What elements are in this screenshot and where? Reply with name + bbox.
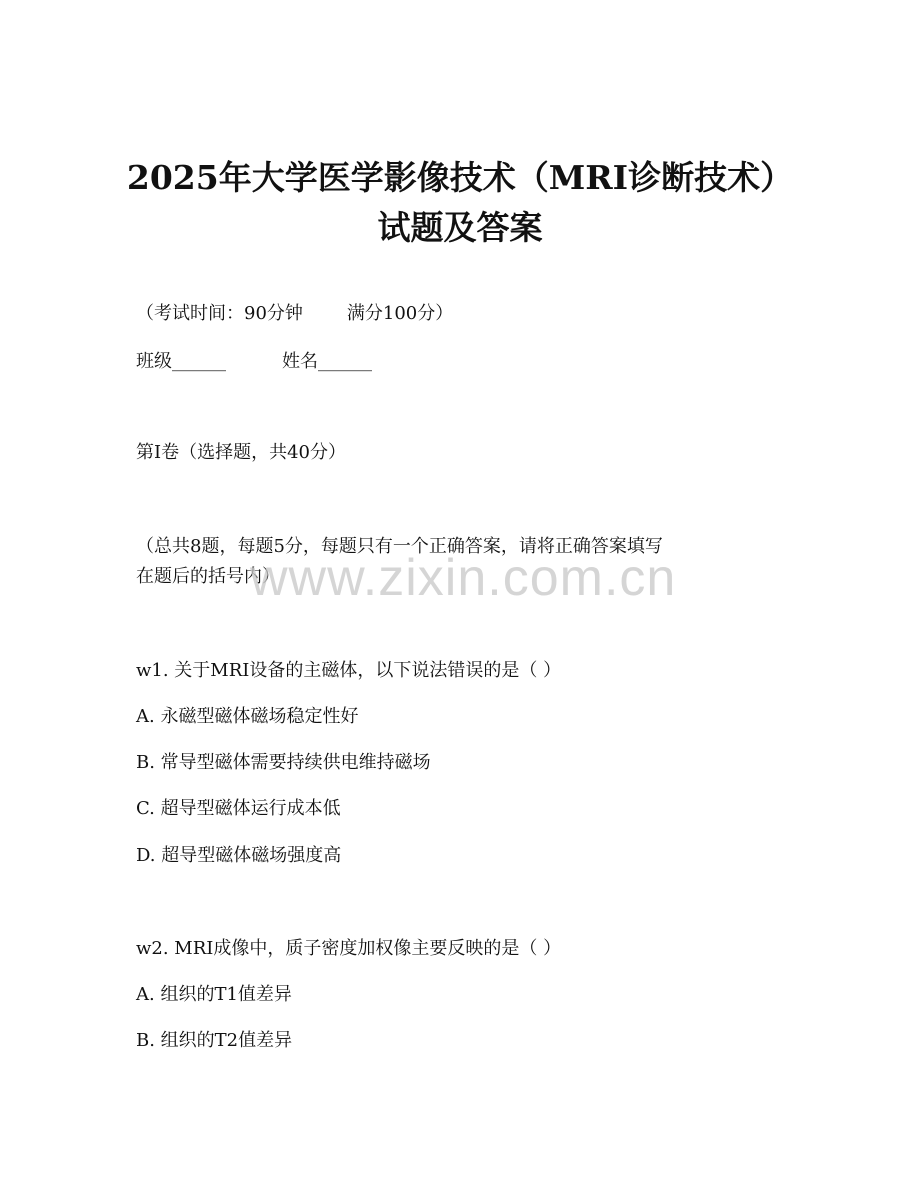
exam-score: 满分100分） <box>346 303 454 324</box>
document-title-line1: 2025年大学医学影像技术（MRI诊断技术） <box>126 158 794 197</box>
question-2-option-a: A. 组织的T1值差异 <box>136 984 292 1005</box>
question-2-stem: w2. MRI成像中，质子密度加权像主要反映的是（ ） <box>136 938 562 959</box>
name-field: 姓名______ <box>282 351 372 372</box>
section-heading: 第I卷（选择题，共40分） <box>136 442 347 463</box>
class-field: 班级______ <box>136 351 226 372</box>
student-fields <box>136 349 372 375</box>
instructions-line1: （总共8题，每题5分，每题只有一个正确答案，请将正确答案填写 <box>136 536 663 557</box>
instructions-line2: 在题后的括号内） <box>136 566 280 587</box>
question-1-stem: w1. 关于MRI设备的主磁体，以下说法错误的是（ ） <box>136 660 562 681</box>
document-title-line2: 试题及答案 <box>377 208 543 247</box>
exam-time: （考试时间：90分钟 <box>136 303 303 324</box>
question-1-option-d: D. 超导型磁体磁场强度高 <box>136 845 342 866</box>
question-1-option-b: B. 常导型磁体需要持续供电维持磁场 <box>136 752 431 773</box>
watermark: www.zixin.com.cn <box>250 549 677 607</box>
exam-info <box>136 301 453 327</box>
question-2-option-b: B. 组织的T2值差异 <box>136 1030 293 1051</box>
question-1-option-a: A. 永磁型磁体磁场稳定性好 <box>136 706 359 727</box>
question-1-option-c: C. 超导型磁体运行成本低 <box>136 798 341 819</box>
